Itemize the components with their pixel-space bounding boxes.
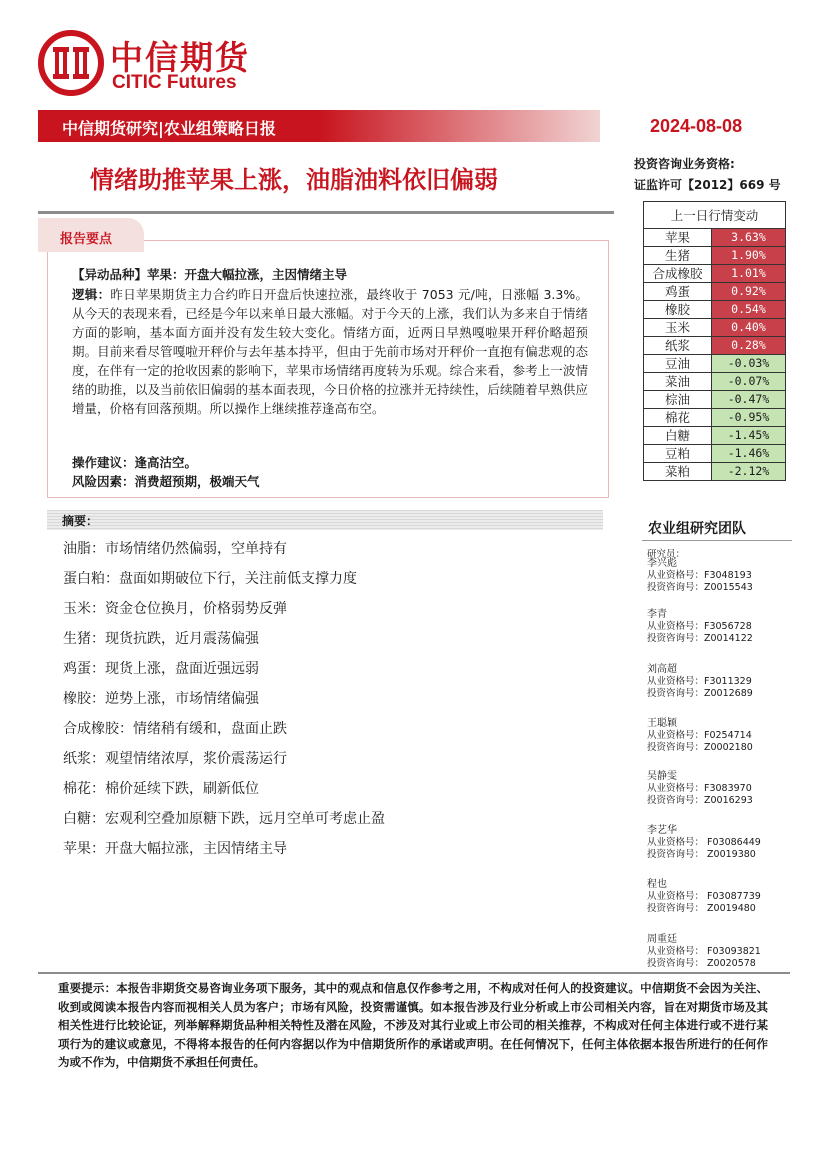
- table-row: [644, 319, 786, 337]
- change-value: -0.95%: [711, 409, 785, 427]
- member-qualification: 从业资格号：F3048193: [647, 570, 752, 581]
- change-value: 0.40%: [711, 319, 785, 337]
- member-name: 王聪颖: [647, 718, 677, 729]
- commodity-name: 合成橡胶: [644, 265, 712, 283]
- commodity-name: 鸡蛋: [644, 283, 712, 301]
- price-change-table: [643, 201, 786, 481]
- commodity-name: 玉米: [644, 319, 712, 337]
- commodity-name: 豆粕: [644, 445, 712, 463]
- member-qualification: 从业资格号： F03087739: [647, 891, 761, 902]
- change-value: 1.90%: [711, 247, 785, 265]
- member-consult-id: 投资咨询号：Z0002180: [647, 742, 753, 753]
- key-points-headline: 【异动品种】苹果：开盘大幅拉涨，主因情绪主导: [72, 267, 348, 282]
- summary-item: 橡胶：逆势上涨，市场情绪偏强: [63, 691, 259, 707]
- commodity-name: 棕油: [644, 391, 712, 409]
- commodity-name: 橡胶: [644, 301, 712, 319]
- brand-name-en: CITIC Futures: [112, 72, 237, 93]
- commodity-name: 生猪: [644, 247, 712, 265]
- summary-item: 生猪：现货抗跌，近月震荡偏强: [63, 631, 259, 647]
- disclaimer-text: 重要提示：本报告非期货交易咨询业务项下服务，其中的观点和信息仅作参考之用，不构成对任何人的投资建议。中信期货不会因为关注、收到或阅读本报告内容而视相关人员为客户；市场有风险，投资需谨慎。如本报告涉及行业分析或上市公司相关内容，旨在对期货市场及其相关性进行比较论证，列举解释期货品种相关特性及潜在风险，不涉及对其行业或上市公司的相关推荐，不构成对任何主体进行或不进行某项行为的建议或意见，不得将本报告的任何内容据以作为中信期货所作的承诺或声明。在任何情况下，任何主体依据本报告所进行的任何作为或不作为，中信期货不承担任何责任。: [58, 981, 768, 1069]
- title-divider: [38, 211, 614, 214]
- commodity-name: 菜油: [644, 373, 712, 391]
- member-name: 李艺华: [647, 825, 677, 836]
- table-row: [644, 463, 786, 481]
- team-title: 农业组研究团队: [648, 521, 746, 537]
- price-change-table-header: 上一日行情变动: [644, 202, 786, 229]
- page-title: 情绪助推苹果上涨，油脂油料依旧偏弱: [90, 166, 498, 194]
- summary-item: 纸浆：观望情绪浓厚，浆价震荡运行: [63, 751, 287, 767]
- member-consult-id: 投资咨询号：Z0015543: [647, 582, 753, 593]
- summary-item: 棉花：棉价延续下跌，刷新低位: [63, 781, 259, 797]
- member-name: 周重廷: [647, 934, 677, 945]
- team-member: [647, 558, 753, 594]
- table-row: [644, 301, 786, 319]
- summary-item: 油脂：市场情绪仍然偏弱，空单持有: [63, 541, 287, 557]
- table-row: [644, 391, 786, 409]
- member-consult-id: 投资咨询号： Z0019480: [647, 903, 756, 914]
- summary-label: 摘要：: [62, 514, 99, 528]
- commodity-name: 纸浆: [644, 337, 712, 355]
- member-qualification: 从业资格号：F3083970: [647, 783, 752, 794]
- summary-item: 合成橡胶：情绪稍有缓和，盘面止跌: [63, 721, 287, 737]
- table-row: [644, 409, 786, 427]
- table-row: [644, 229, 786, 247]
- member-name: 吴静雯: [647, 771, 677, 782]
- team-member: [647, 934, 761, 970]
- change-value: -0.07%: [711, 373, 785, 391]
- change-value: 1.01%: [711, 265, 785, 283]
- key-points-tab-label: 报告要点: [60, 232, 113, 247]
- team-member: [647, 771, 753, 807]
- table-row: [644, 427, 786, 445]
- member-name: 刘高超: [647, 664, 677, 675]
- team-divider: [642, 540, 792, 541]
- table-row: [644, 355, 786, 373]
- change-value: -0.47%: [711, 391, 785, 409]
- change-value: 0.92%: [711, 283, 785, 301]
- summary-item: 玉米：资金仓位换月，价格弱势反弹: [63, 601, 287, 617]
- member-name: 李青: [647, 609, 667, 620]
- change-value: -0.03%: [711, 355, 785, 373]
- summary-item: 苹果：开盘大幅拉涨，主因情绪主导: [63, 841, 287, 857]
- team-member: [647, 825, 761, 861]
- commodity-name: 棉花: [644, 409, 712, 427]
- key-points-logic: [72, 285, 588, 418]
- table-row: [644, 265, 786, 283]
- member-consult-id: 投资咨询号：Z0016293: [647, 795, 753, 806]
- risk-factors: 风险因素：消费超预期，极端天气: [72, 474, 260, 489]
- logic-text: 昨日苹果期货主力合约昨日开盘后快速拉涨，最终收于 7053 元/吨，日涨幅 3.3%。从今天的表现来看，已经是今年以来单日最大涨幅。对于今天的上涨，我们认为多来自于情绪方面的影响，基本面方面并没有发生较大变化。情绪方面，近两日早熟嘎啦果开秤价略超预期。目前来看尽管嘎啦开秤价与去年基本持平，但由于先前市场对开秤价一直抱有偏悲观的态度，在伴有一定的抢收因素的影响下，苹果市场情绪再度转为乐观。综合来看，参考上一波情绪的助推，以及当前依旧偏弱的基本面表现，今日价格的拉涨并无持续性，后续随着早熟供应增量，价格有回落预期。所以操作上继续推荐逢高布空。: [72, 287, 588, 416]
- disclaimer-divider: [38, 972, 790, 974]
- table-row: [644, 445, 786, 463]
- logic-label: 逻辑：: [72, 287, 111, 302]
- member-qualification: 从业资格号：F3011329: [647, 676, 752, 687]
- member-qualification: 从业资格号： F03093821: [647, 946, 761, 957]
- change-value: -1.45%: [711, 427, 785, 445]
- member-qualification: 从业资格号： F03086449: [647, 837, 761, 848]
- table-row: [644, 373, 786, 391]
- change-value: -1.46%: [711, 445, 785, 463]
- brand-name-cn: 中信期货: [110, 38, 250, 77]
- table-row: [644, 247, 786, 265]
- license-label: 投资咨询业务资格:: [634, 157, 735, 171]
- member-qualification: 从业资格号：F0254714: [647, 730, 752, 741]
- change-value: 0.54%: [711, 301, 785, 319]
- member-qualification: 从业资格号：F3056728: [647, 621, 752, 632]
- change-value: 3.63%: [711, 229, 785, 247]
- operation-advice: 操作建议：逢高沽空。: [72, 455, 198, 470]
- team-member: [647, 664, 753, 700]
- team-member: [647, 609, 753, 645]
- commodity-name: 苹果: [644, 229, 712, 247]
- commodity-name: 豆油: [644, 355, 712, 373]
- commodity-name: 白糖: [644, 427, 712, 445]
- member-consult-id: 投资咨询号： Z0020578: [647, 958, 756, 969]
- table-row: [644, 283, 786, 301]
- team-role-label: 研究员：: [647, 549, 686, 560]
- commodity-name: 菜粕: [644, 463, 712, 481]
- change-value: 0.28%: [711, 337, 785, 355]
- member-consult-id: 投资咨询号：Z0014122: [647, 633, 753, 644]
- member-name: 李兴彪: [647, 558, 677, 569]
- report-date: 2024-08-08: [650, 116, 743, 136]
- team-member: [647, 718, 753, 754]
- license-value: 证监许可【2012】669 号: [634, 178, 781, 192]
- team-member: [647, 879, 761, 915]
- summary-list: [63, 538, 385, 868]
- summary-bar: [47, 510, 603, 530]
- citic-logo-icon: [38, 30, 104, 96]
- change-value: -2.12%: [711, 463, 785, 481]
- summary-item: 蛋白粕：盘面如期破位下行，关注前低支撑力度: [63, 571, 357, 587]
- summary-item: 鸡蛋：现货上涨，盘面近强远弱: [63, 661, 259, 677]
- member-consult-id: 投资咨询号：Z0012689: [647, 688, 753, 699]
- member-name: 程也: [647, 879, 667, 890]
- table-row: [644, 337, 786, 355]
- summary-item: 白糖：宏观利空叠加原糖下跌，远月空单可考虑止盈: [63, 811, 385, 827]
- member-consult-id: 投资咨询号： Z0019380: [647, 849, 756, 860]
- report-series-title: 中信期货研究|农业组策略日报: [62, 119, 276, 138]
